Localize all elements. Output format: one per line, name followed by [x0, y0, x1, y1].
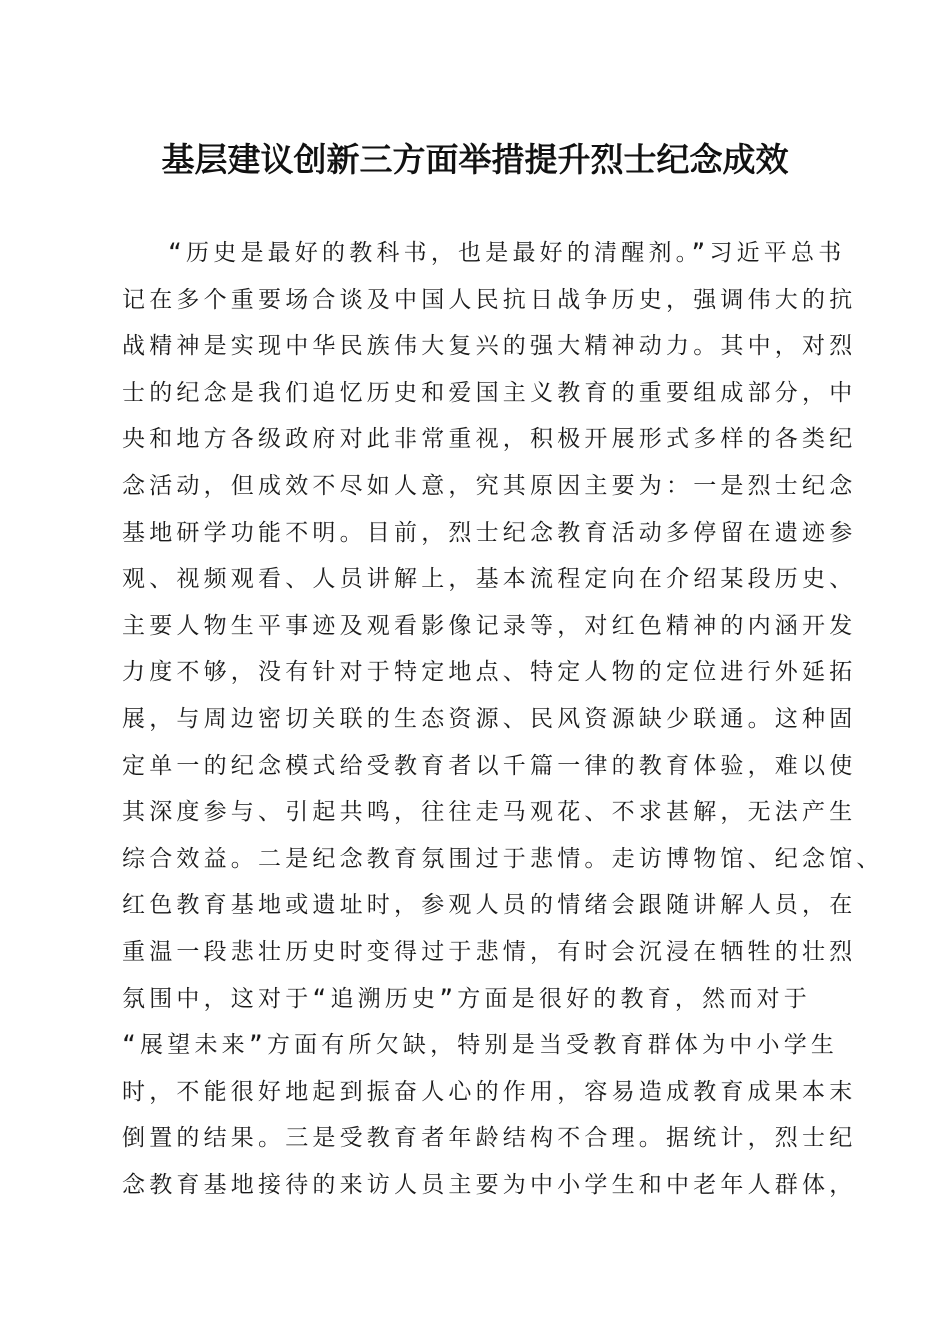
- paragraph-line: 重温一段悲壮历史时变得过于悲情，有时会沉浸在牺牲的壮烈: [122, 938, 857, 965]
- paragraph-line: 展，与周边密切关联的生态资源、民风资源缺少联通。这种固: [122, 705, 857, 732]
- paragraph-line: 基地研学功能不明。目前，烈士纪念教育活动多停留在遗迹参: [122, 519, 857, 546]
- paragraph-line: 央和地方各级政府对此非常重视，积极开展形式多样的各类纪: [122, 426, 857, 453]
- paragraph-line: 其深度参与、引起共鸣，往往走马观花、不求甚解，无法产生: [122, 799, 857, 826]
- paragraph-line: “展望未来”方面有所欠缺，特别是当受教育群体为中小学生: [122, 1032, 839, 1059]
- document-body: [122, 230, 884, 1208]
- paragraph-line: 士的纪念是我们追忆历史和爱国主义教育的重要组成部分，中: [122, 379, 857, 406]
- paragraph-line: 念教育基地接待的来访人员主要为中小学生和中老年人群体，: [122, 1171, 857, 1198]
- paragraph-line: 记在多个重要场合谈及中国人民抗日战争历史，强调伟大的抗: [122, 286, 857, 313]
- paragraph-line: “历史是最好的教科书，也是最好的清醒剂。”习近平总书: [168, 240, 846, 266]
- paragraph-line: 观、视频观看、人员讲解上，基本流程定向在介绍某段历史、: [122, 566, 857, 593]
- paragraph-line: 倒置的结果。三是受教育者年龄结构不合理。据统计，烈士纪: [122, 1125, 857, 1152]
- paragraph-line: 主要人物生平事迹及观看影像记录等，对红色精神的内涵开发: [122, 612, 857, 639]
- paragraph-line: 红色教育基地或遗址时，参观人员的情绪会跟随讲解人员，在: [122, 892, 857, 919]
- paragraph-line: 综合效益。二是纪念教育氛围过于悲情。走访博物馆、纪念馆、: [122, 845, 884, 872]
- document-title: 基层建议创新三方面举措提升烈士纪念成效: [161, 140, 789, 179]
- paragraph-line: 时，不能很好地起到振奋人心的作用，容易造成教育成果本末: [122, 1078, 857, 1105]
- paragraph-line: 战精神是实现中华民族伟大复兴的强大精神动力。其中，对烈: [122, 333, 857, 360]
- paragraph-line: 定单一的纪念模式给受教育者以千篇一律的教育体验，难以使: [122, 752, 857, 779]
- paragraph-line: 氛围中，这对于“追溯历史”方面是很好的教育，然而对于: [122, 985, 811, 1012]
- paragraph-line: 念活动，但成效不尽如人意，究其原因主要为：一是烈士纪念: [122, 472, 857, 499]
- paragraph-line: 力度不够，没有针对于特定地点、特定人物的定位进行外延拓: [122, 659, 857, 686]
